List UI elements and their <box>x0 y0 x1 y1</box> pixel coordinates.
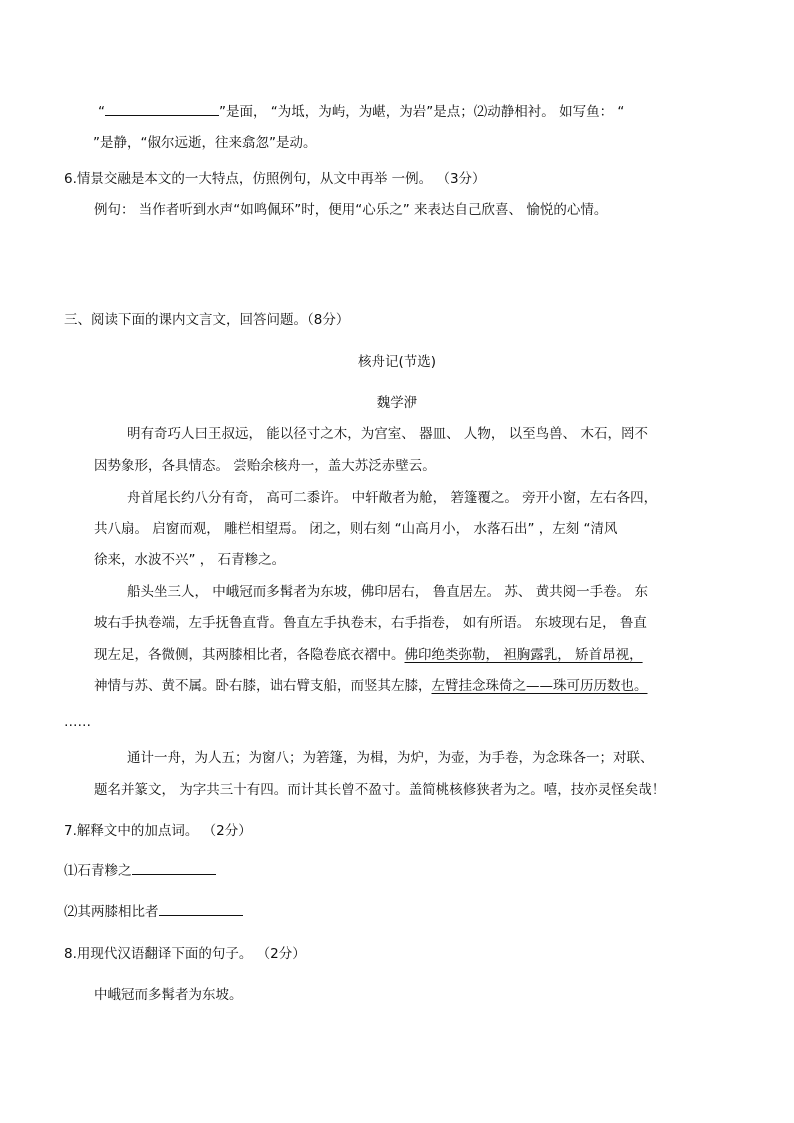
passage-p3-line2: 坡右手执卷端，左手抚鲁直背。鲁直左手执卷末，右手指卷， 如有所语。 东坡现右足， 鲁直 <box>94 615 647 631</box>
passage-p1-line2: 因势象形，各具情态。 尝贻余核舟一，盖大苏泛赤壁云。 <box>94 458 436 474</box>
passage-title: 核舟记(节选) <box>357 354 437 370</box>
q5-line1 <box>98 103 624 121</box>
passage-p3-line4-text: 神情与苏、黄不属。卧右膝，诎右臂支船，而竖其左膝， <box>94 678 432 694</box>
q5-open-quote: “ <box>98 104 105 120</box>
passage-p3-line3 <box>94 646 643 664</box>
passage-p2-line1: 舟首尾长约八分有奇， 高可二黍许。 中轩敞者为舱， 箬篷覆之。 旁开小窗，左右各四， <box>127 490 658 506</box>
passage-p1-line1: 明有奇巧人曰王叔远， 能以径寸之木，为宫室、 器皿、 人物， 以至鸟兽、 木石，罔不 <box>127 426 648 442</box>
q5-line1-text: ”是面， “为坻，为屿，为嵁，为岩”是点；⑵动静相衬。 如写鱼： “ <box>219 104 625 120</box>
q8-sentence: 中峨冠而多髯者为东坡。 <box>94 987 243 1003</box>
passage-p3-line1: 船头坐三人， 中峨冠而多髯者为东坡，佛印居右， 鲁直居左。 苏、 黄共阅一手卷。 东 <box>127 584 648 600</box>
q5-line2: ”是静，“俶尔远逝，往来翕忽”是动。 <box>93 135 317 151</box>
q8-prompt: 8.用现代汉语翻译下面的句子。 （2分） <box>64 946 306 962</box>
underlined-sentence-1: 佛印绝类弥勒， 袒胸露乳， 矫首昂视， <box>404 647 643 663</box>
q6-prompt: 6.情景交融是本文的一大特点，仿照例句，从文中再举 一例。 （3分） <box>64 171 486 187</box>
q7-item2-text: ⑵其两膝相比者 <box>64 904 159 920</box>
passage-p2-line3: 徐来，水波不兴” ， 石青糁之。 <box>94 552 286 568</box>
passage-p3-line4 <box>94 677 648 695</box>
q7-item1-text: ⑴石青糁之 <box>64 863 132 879</box>
passage-p4-line1: 通计一舟，为人五；为窗八；为箬篷，为楫，为炉，为壶，为手卷，为念珠各一；对联、 <box>127 750 654 766</box>
q5-blank-1[interactable] <box>105 103 219 116</box>
q7-answer-blank-1[interactable] <box>132 862 216 875</box>
passage-author: 魏学洢 <box>376 395 418 411</box>
q7-answer-blank-2[interactable] <box>159 903 243 916</box>
passage-p2-line2: 共八扇。 启窗而观， 雕栏相望焉。 闭之，则右刻 “山高月小， 水落石出” ，左刻 “清风 <box>94 521 618 537</box>
underlined-sentence-2: 左臂挂念珠倚之——珠可历历数也。 <box>431 678 648 694</box>
q7-item1 <box>64 862 216 880</box>
passage-p4-line2: 题名并篆文， 为字共三十有四。而计其长曾不盈寸。盖简桃核修狭者为之。嘻，技亦灵怪矣哉！ <box>94 782 666 798</box>
q6-example: 例句： 当作者听到水声“如鸣佩环”时，便用“心乐之” 来表达自己欣喜、 愉悦的心情。 <box>94 202 608 218</box>
q7-prompt: 7.解释文中的加点词。 （2分） <box>64 823 252 839</box>
section3-heading: 三、阅读下面的课内文言文，回答问题。（8分） <box>64 312 350 328</box>
q7-item2 <box>64 903 243 921</box>
passage-ellipsis: …… <box>64 714 91 730</box>
passage-p3-line3-text: 现左足，各微侧，其两膝相比者，各隐卷底衣褶中。 <box>94 647 405 663</box>
